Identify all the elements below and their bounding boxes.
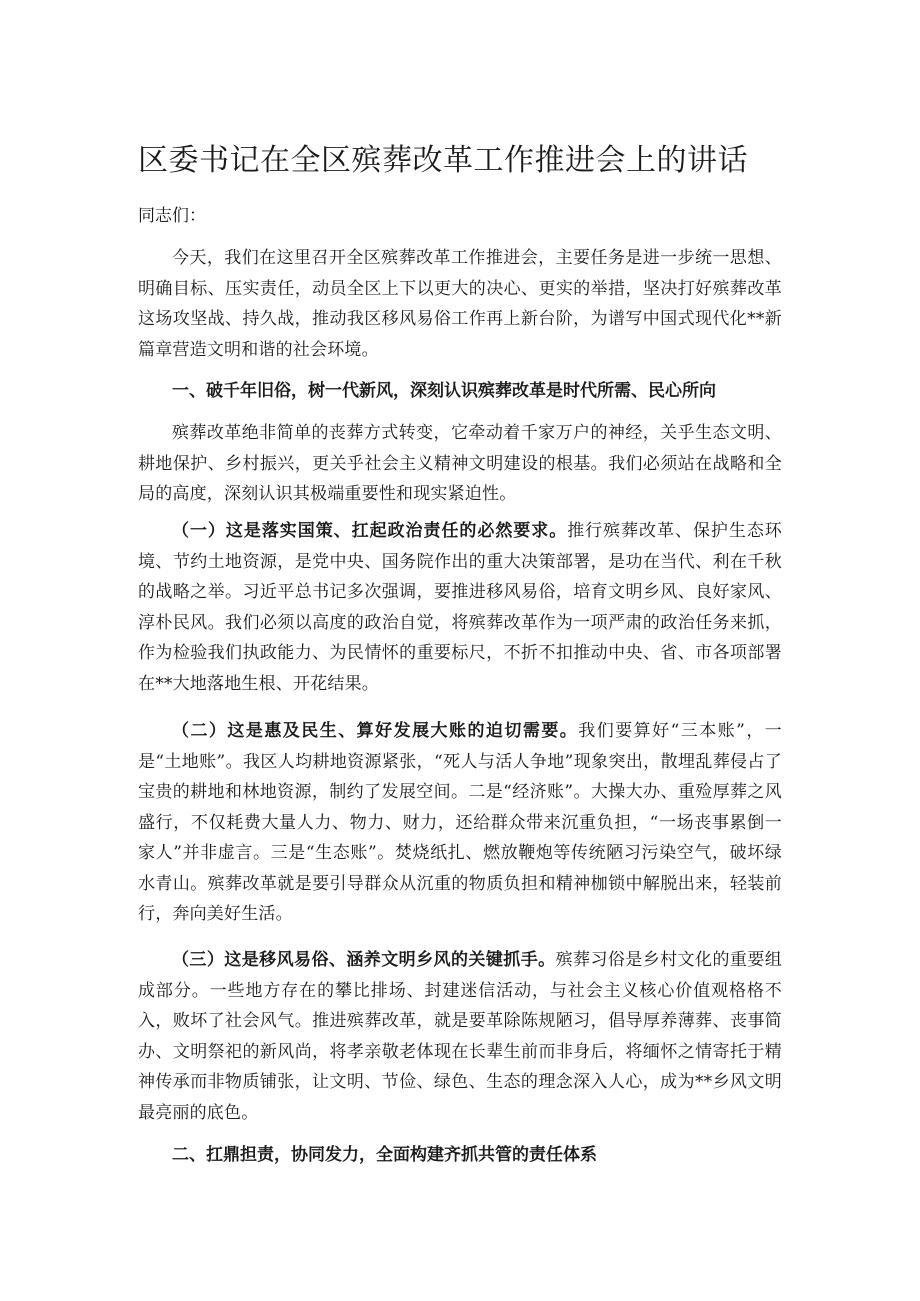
point-3-lead: （三）这是移风易俗、涵养文明乡风的关键抓手。 (172, 950, 556, 970)
point-2-paragraph (138, 716, 782, 930)
salutation: 同志们： (138, 206, 206, 226)
section-1-body: 殡葬改革绝非简单的丧葬方式转变，它牵动着千家万户的神经，关乎生态文明、耕地保护、乡村振兴，更关乎社会主义精神文明建设的根基。我们必须站在战略和全局的高度，深刻认识其极端重要性和现实紧迫性。 (138, 423, 782, 504)
intro-paragraph: 今天，我们在这里召开全区殡葬改革工作推进会，主要任务是进一步统一思想、明确目标、压实责任，动员全区上下以更大的决心、更实的举措，坚决打好殡葬改革这场攻坚战、持久战，推动我区移风易俗工作再上新台阶，为谱写中国式现代化**新篇章营造文明和谐的社会环境。 (138, 248, 782, 360)
point-3-paragraph (138, 945, 782, 1128)
point-1-text: 推行殡葬改革、保护生态环境、节约土地资源，是党中央、国务院作出的重大决策部署，是功在当代、利在千秋的战略之举。习近平总书记多次强调，要推进移风易俗，培育文明乡风、良好家风、淳朴民风。我们必须以高度的政治自觉，将殡葬改革作为一项严肃的政治任务来抓，作为检验我们执政能力、为民情怀的重要标尺，不折不扣推动中央、省、市各项部署在**大地落地生根、开花结果。 (138, 521, 782, 694)
point-3-text: 殡葬习俗是乡村文化的重要组成部分。一些地方存在的攀比排场、封建迷信活动，与社会主义核心价值观格格不入，败坏了社会风气。推进殡葬改革，就是要革除陈规陋习，倡导厚养薄葬、丧事简办、文明祭祀的新风尚，将孝亲敬老体现在长辈生前而非身后，将缅怀之情寄托于精神传承而非物质铺张，让文明、节俭、绿色、生态的理念深入人心，成为**乡风文明最亮丽的底色。 (138, 950, 782, 1123)
point-2-lead: （二）这是惠及民生、算好发展大账的迫切需要。 (172, 721, 579, 741)
page-title: 区委书记在全区殡葬改革工作推进会上的讲话 (138, 143, 748, 178)
point-1-paragraph (138, 516, 782, 699)
section-1-heading: 一、破千年旧俗，树一代新风，深刻认识殡葬改革是时代所需、民心所向 (172, 381, 716, 401)
section-2-heading: 二、扛鼎担责，协同发力，全面构建齐抓共管的责任体系 (172, 1145, 597, 1165)
point-2-text: 我们要算好“三本账”，一是“土地账”。我区人均耕地资源紧张，“死人与活人争地”现象突出，散埋乱葬侵占了宝贵的耕地和林地资源，制约了发展空间。二是“经济账”。大操大办、重殓厚葬之风盛行，不仅耗费大量人力、物力、财力，还给群众带来沉重负担，“一场丧事累倒一家人”并非虚言。三是“生态账”。焚烧纸扎、燃放鞭炮等传统陋习污染空气，破坏绿水青山。殡葬改革就是要引导群众从沉重的物质负担和精神枷锁中解脱出来，轻装前行，奔向美好生活。 (138, 721, 782, 924)
point-1-lead: （一）这是落实国策、扛起政治责任的必然要求。 (172, 521, 568, 541)
